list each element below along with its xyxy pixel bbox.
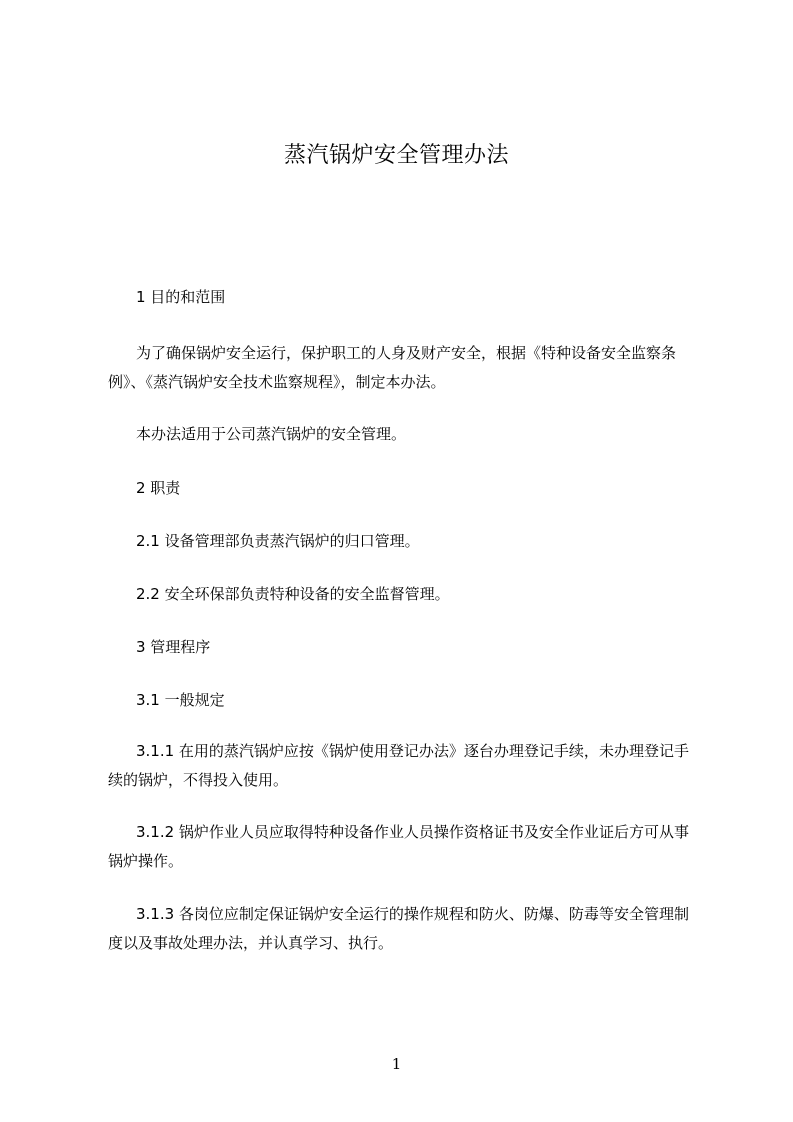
- clause-3-1-3: 3.1.3 各岗位应制定保证锅炉安全运行的操作规程和防火、防爆、防毒等安全管理制度以及事故处理办法，并认真学习、执行。: [108, 905, 689, 952]
- clause-3-1-1: 3.1.1 在用的蒸汽锅炉应按《锅炉使用登记办法》逐台办理登记手续，未办理登记手续的锅炉，不得投入使用。: [108, 742, 689, 789]
- clause-2-2: 2.2 安全环保部负责特种设备的安全监督管理。: [136, 585, 450, 603]
- section-heading-1: 1 目的和范围: [136, 288, 226, 306]
- page-number: 1: [391, 1055, 402, 1073]
- clause-3-1: 3.1 一般规定: [136, 691, 225, 709]
- section-heading-2: 2 职责: [136, 479, 181, 497]
- paragraph-purpose: 为了确保锅炉安全运行，保护职工的人身及财产安全，根据《特种设备安全监察条例》、《蒸汽锅炉安全技术监察规程》，制定本办法。: [108, 344, 677, 391]
- section-heading-3: 3 管理程序: [136, 638, 211, 656]
- clause-3-1-2: 3.1.2 锅炉作业人员应取得特种设备作业人员操作资格证书及安全作业证后方可从事锅炉操作。: [108, 823, 689, 870]
- document-title: 蒸汽锅炉安全管理办法: [283, 143, 509, 168]
- clause-2-1: 2.1 设备管理部负责蒸汽锅炉的归口管理。: [136, 532, 420, 550]
- paragraph-scope: 本办法适用于公司蒸汽锅炉的安全管理。: [136, 425, 407, 443]
